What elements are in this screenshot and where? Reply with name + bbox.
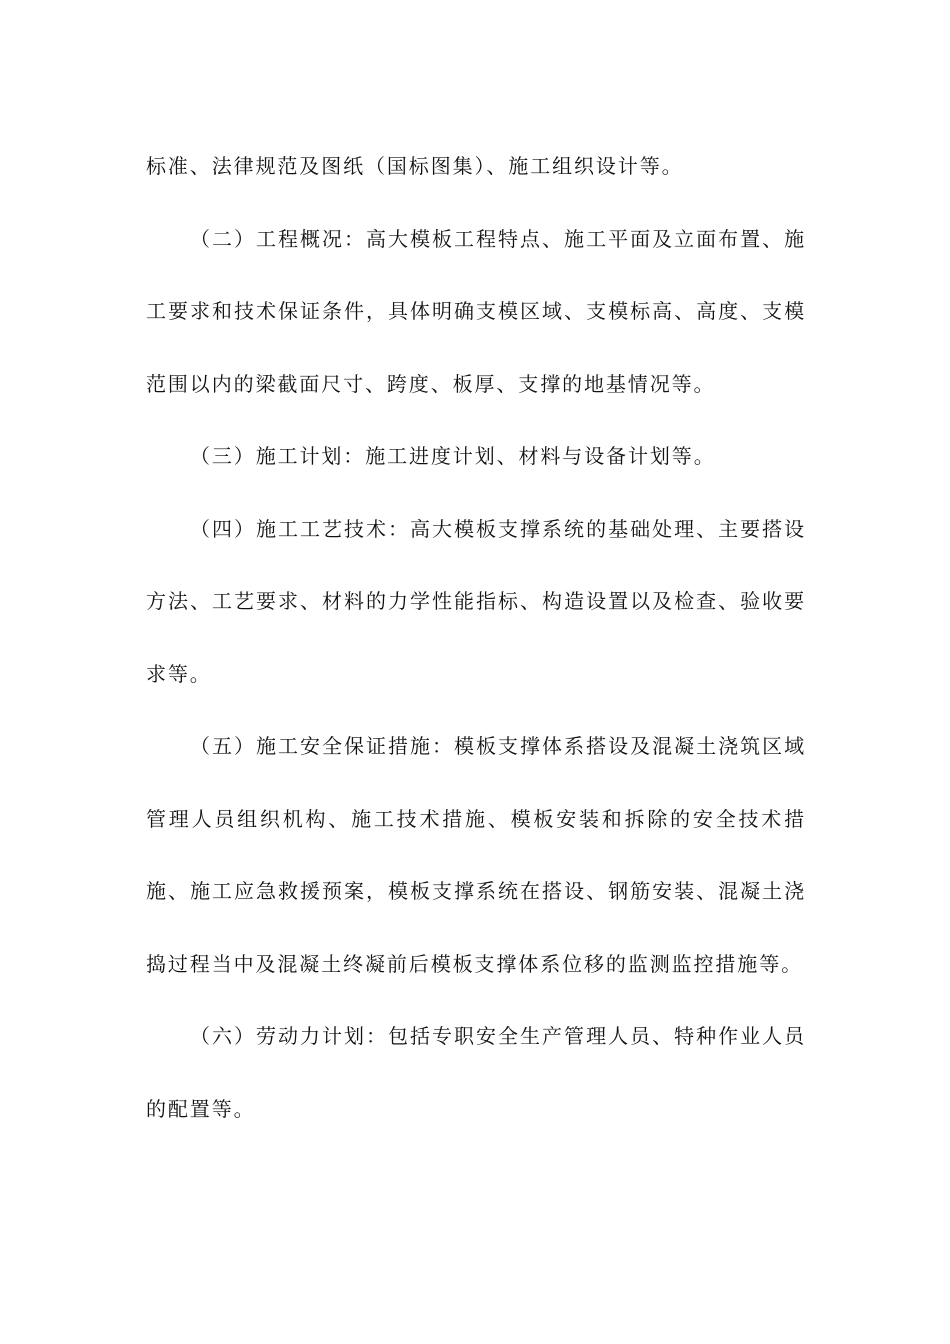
paragraph-labor-plan: （六）劳动力计划：包括专职安全生产管理人员、特种作业人员的配置等。 (146, 1024, 806, 1121)
paragraph-construction-plan: （三）施工计划：施工进度计划、材料与设备计划等。 (190, 444, 716, 468)
paragraph-project-overview: （二）工程概况：高大模板工程特点、施工平面及立面布置、施工要求和技术保证条件，具体明确支模区域、支模标高、高度、支模范围以内的梁截面尺寸、跨度、板厚、支撑的地基情况等。 (146, 226, 806, 396)
paragraph-safety-measures: （五）施工安全保证措施：模板支撑体系搭设及混凝土浇筑区域管理人员组织机构、施工技术措施、模板安装和拆除的安全技术措施、施工应急救援预案，模板支撑系统在搭设、钢筋安装、混凝土浇捣过程当中及混凝土终凝前后模板支撑体系位移的监测监控措施等。 (146, 734, 806, 976)
document-body (146, 130, 806, 1145)
paragraph-construction-technology: （四）施工工艺技术：高大模板支撑系统的基础处理、主要搭设方法、工艺要求、材料的力学性能指标、构造设置以及检查、验收要求等。 (146, 516, 806, 686)
paragraph-continued-standards: 标准、法律规范及图纸（国标图集）、施工组织设计等。 (146, 154, 684, 178)
